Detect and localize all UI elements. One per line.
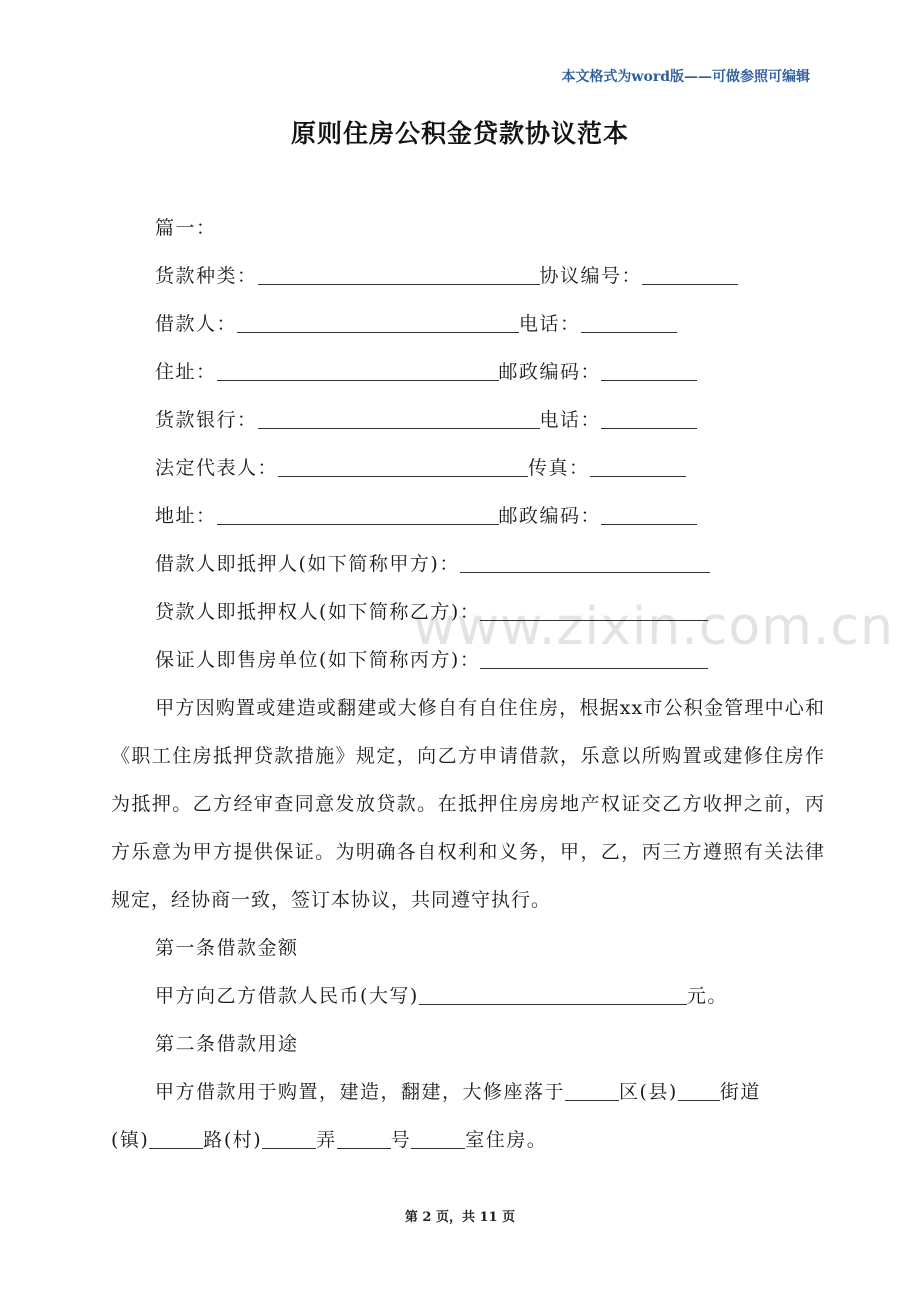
blank-field[interactable]	[460, 552, 710, 573]
article-2-line-2	[111, 1125, 547, 1152]
form-label: 邮政编码：	[498, 505, 602, 527]
form-label: 电话：	[519, 313, 581, 335]
blank-field[interactable]	[480, 600, 708, 621]
blank-field[interactable]	[419, 984, 687, 1005]
page-title: 原则住房公积金贷款协议范本	[290, 119, 629, 148]
blank-field[interactable]	[337, 1128, 391, 1149]
form-line-borrower	[155, 309, 677, 336]
form-line-party-c	[155, 645, 708, 672]
blank-field[interactable]	[601, 408, 697, 429]
blank-field[interactable]	[237, 312, 519, 333]
form-line-party-b	[155, 597, 708, 624]
blank-field[interactable]	[411, 1128, 465, 1149]
article-text: 元。	[686, 985, 728, 1007]
article-text: 甲方向乙方借款人民币(大写)	[155, 985, 419, 1007]
form-label: 电话：	[539, 409, 602, 431]
form-line-party-a	[155, 549, 710, 576]
article-text: 室住房。	[465, 1129, 548, 1151]
article-text: 街道	[719, 1081, 761, 1103]
page-footer: 第 2 页，共 11 页	[404, 1210, 516, 1225]
form-line-legal-rep	[155, 453, 686, 480]
intro-paragraph	[111, 684, 825, 924]
article-2-heading: 第二条借款用途	[155, 1033, 299, 1055]
blank-field[interactable]	[258, 408, 540, 429]
blank-field[interactable]	[278, 456, 528, 477]
article-text: 弄	[316, 1129, 337, 1151]
article-text: 区(县)	[619, 1081, 678, 1103]
article-text: 路(村)	[203, 1129, 263, 1151]
section-label: 篇一：	[155, 217, 217, 239]
form-label: 地址：	[155, 505, 217, 527]
header-note: 本文格式为word版——可做参照可编辑	[561, 69, 810, 85]
form-line-bank	[155, 405, 697, 432]
blank-field[interactable]	[258, 264, 540, 285]
form-line-loan-type	[155, 261, 738, 288]
blank-field[interactable]	[581, 312, 677, 333]
blank-field[interactable]	[678, 1080, 720, 1101]
form-label: 保证人即售房单位(如下简称丙方)：	[155, 649, 481, 671]
form-label: 货款种类：	[155, 265, 258, 287]
blank-field[interactable]	[480, 648, 708, 669]
form-label: 借款人：	[155, 313, 238, 335]
form-label: 住址：	[155, 361, 217, 383]
blank-field[interactable]	[642, 264, 738, 285]
blank-field[interactable]	[565, 1080, 619, 1101]
article-text: 号	[390, 1129, 412, 1151]
intro-paragraph-text: 甲方因购置或建造或翻建或大修自有自住住房，根据xx市公积金管理中心和《职工住房抵押贷款措施》规定，向乙方申请借款，乐意以所购置或建修住房作为抵押。乙方经审查同意发放贷款。在抵押住房房地产权证交乙方收押之前，丙方乐意为甲方提供保证。为明确各自权利和义务，甲，乙，丙三方遵照有关法律规定，经协商一致，签订本协议，共同遵守执行。	[111, 697, 825, 911]
blank-field[interactable]	[217, 360, 499, 381]
blank-field[interactable]	[262, 1128, 316, 1149]
form-line-address	[155, 357, 697, 384]
form-label: 货款银行：	[155, 409, 258, 431]
article-1-heading: 第一条借款金额	[155, 937, 299, 959]
form-label: 贷款人即抵押权人(如下简称乙方)：	[155, 601, 481, 623]
form-line-address-2	[155, 501, 697, 528]
blank-field[interactable]	[217, 504, 499, 525]
form-label: 邮政编码：	[498, 361, 602, 383]
form-label: 法定代表人：	[155, 457, 279, 479]
blank-field[interactable]	[590, 456, 686, 477]
form-label: 协议编号：	[539, 265, 643, 287]
watermark: www.zixin.com.cn	[413, 597, 894, 657]
article-text: (镇)	[111, 1129, 150, 1151]
article-text: 甲方借款用于购置，建造，翻建，大修座落于	[155, 1081, 566, 1103]
form-label: 借款人即抵押人(如下简称甲方)：	[155, 553, 460, 575]
blank-field[interactable]	[601, 504, 697, 525]
article-2-line-1	[155, 1077, 761, 1104]
article-1-line	[155, 981, 728, 1008]
blank-field[interactable]	[601, 360, 697, 381]
form-label: 传真：	[528, 457, 590, 479]
blank-field[interactable]	[149, 1128, 203, 1149]
